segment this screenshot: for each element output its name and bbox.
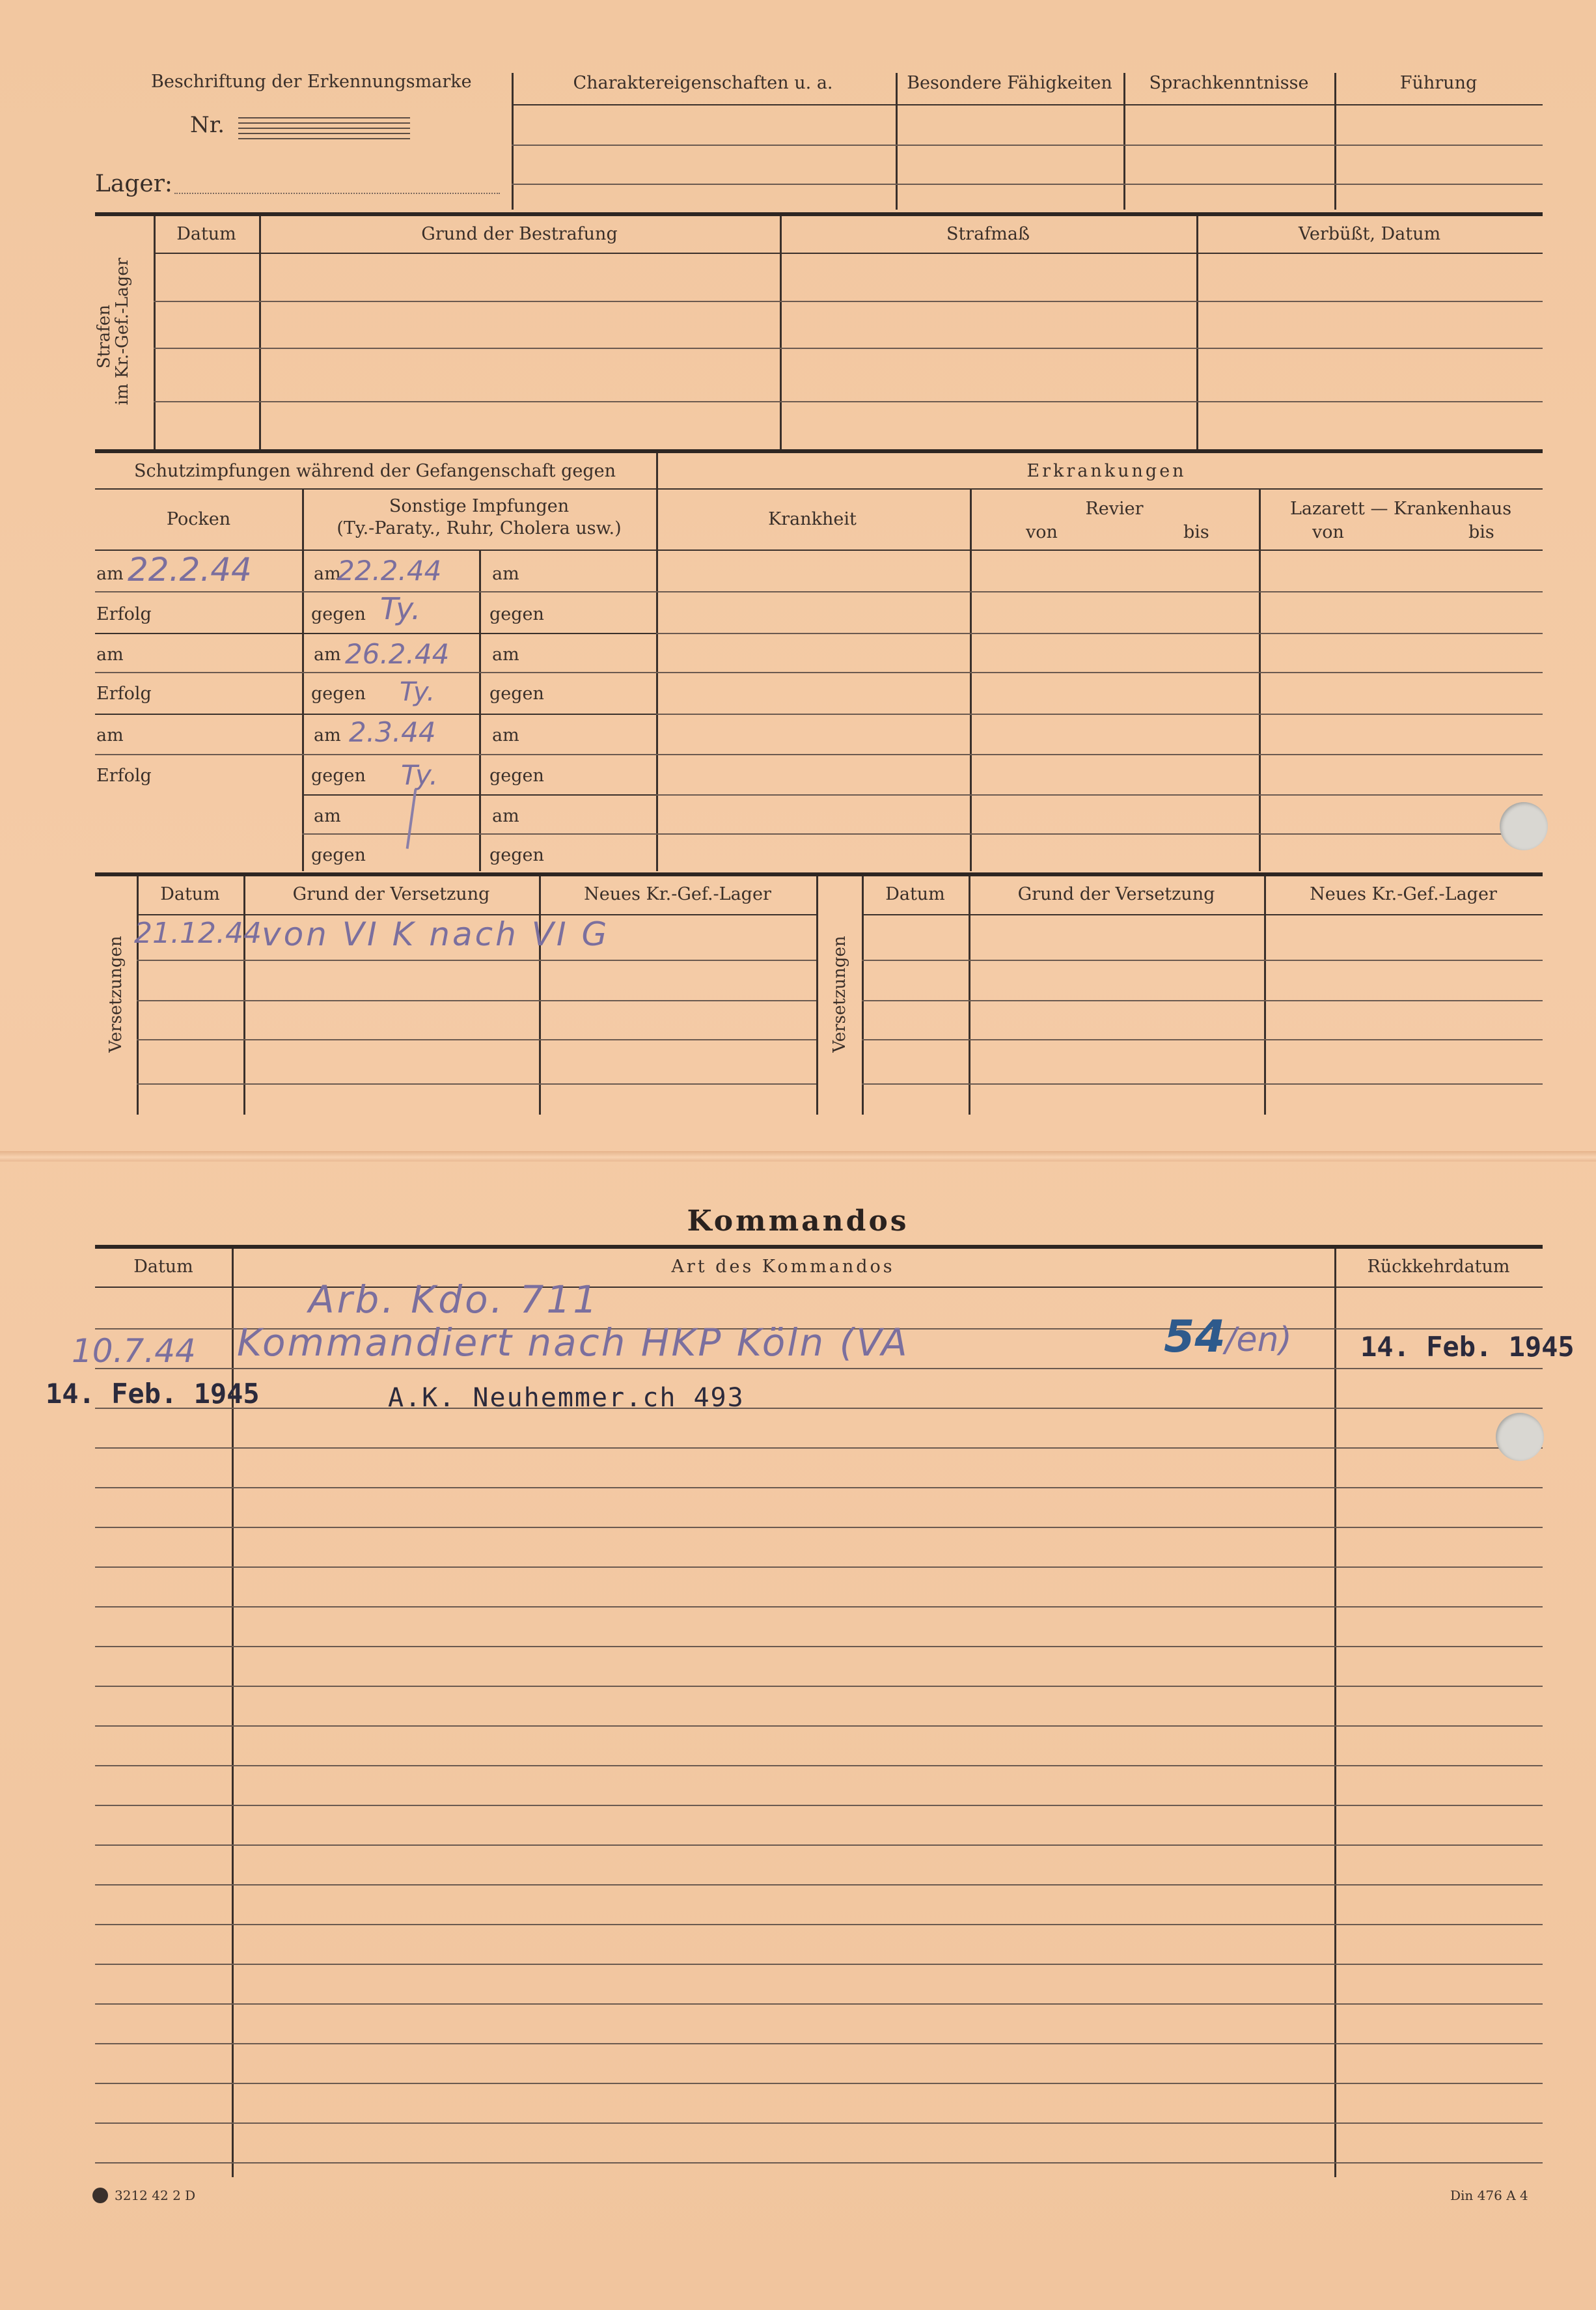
rule: [656, 633, 1543, 634]
din-format: Din 476 A 4: [1450, 2188, 1528, 2203]
divider: [137, 876, 139, 1115]
lager-field-line[interactable]: [174, 193, 500, 194]
pocken-am-1: am: [96, 564, 124, 584]
divider: [259, 216, 261, 449]
vers-col-datum-left: Datum: [160, 884, 220, 904]
erk-lazarett-bis: bis: [1468, 522, 1494, 542]
strafen-col-grund: Grund der Bestrafung: [421, 224, 618, 244]
erk-lazarett-von: von: [1312, 522, 1344, 542]
kommandos-row-line: [95, 1725, 1543, 1727]
hand-vers-date: 21.12.44: [134, 917, 262, 950]
hand-pocken-date: 22.2.44: [128, 551, 252, 589]
kommandos-row-line: [95, 1765, 1543, 1766]
rule: [95, 633, 656, 634]
rule: [302, 833, 1543, 835]
divider: [970, 490, 972, 871]
divider: [243, 876, 245, 1115]
hand-komm-text: Kommandiert nach HKP Köln (VA: [237, 1320, 909, 1365]
sonst-am-1: am: [314, 564, 341, 584]
erk-col-revier: Revier: [1085, 499, 1144, 519]
erk-col-krankheit: Krankheit: [768, 509, 857, 529]
divider: [539, 876, 541, 1115]
sonst-gegen-1: gegen: [311, 604, 366, 624]
erk-col-lazarett: Lazarett — Krankenhaus: [1289, 499, 1512, 519]
faehigkeiten-header: Besondere Fähigkeiten: [907, 73, 1112, 93]
divider: [479, 550, 481, 871]
kommandos-row-line: [95, 1686, 1543, 1687]
divider: [1123, 73, 1125, 210]
rule: [95, 672, 1543, 673]
kommandos-row-line: [95, 1447, 1543, 1449]
kommandos-row-line: [95, 2083, 1543, 2084]
hand-sonst-date-3: 2.3.44: [349, 716, 436, 748]
sonst2-gegen-4: gegen: [489, 845, 544, 865]
komm-col-rueckkehr: Rückkehrdatum: [1367, 1257, 1510, 1277]
rule: [656, 714, 1543, 715]
nr-field-lines: [238, 117, 410, 139]
kommandos-row-line: [95, 2003, 1543, 2005]
rule: [656, 794, 1543, 796]
pocken-erfolg-2: Erfolg: [96, 684, 152, 704]
kommandos-title: Kommandos: [687, 1204, 909, 1238]
rule: [512, 104, 1543, 105]
sprachen-header: Sprachkenntnisse: [1149, 73, 1309, 93]
hand-sonst-gegen-2: Ty.: [400, 677, 435, 707]
kommandos-row-line: [95, 1527, 1543, 1528]
sonst2-gegen-2: gegen: [489, 684, 544, 704]
kommandos-row-line: [95, 2043, 1543, 2044]
divider: [1259, 490, 1261, 871]
stamp-return-date: 14. Feb. 1945: [1360, 1331, 1575, 1363]
rule: [862, 960, 1543, 961]
sonst2-am-3: am: [492, 725, 519, 745]
divider: [1196, 216, 1198, 449]
lager-label: Lager:: [95, 171, 173, 197]
rule: [95, 714, 656, 715]
stamp-date: 14. Feb. 1945: [46, 1378, 260, 1410]
divider: [512, 73, 514, 210]
hand-sonst-gegen-3: Ty.: [401, 759, 438, 791]
divider: [1334, 73, 1336, 210]
pocken-am-3: am: [96, 725, 124, 745]
kommandos-row-line: [95, 1884, 1543, 1886]
page-fold: [0, 1151, 1596, 1162]
rule: [137, 960, 816, 961]
divider: [1264, 876, 1266, 1115]
vers-col-grund-right: Grund der Versetzung: [1017, 884, 1215, 904]
divider: [969, 876, 970, 1115]
charakter-header: Charaktereigenschaften u. a.: [573, 73, 833, 93]
impf-col-sonstige-1: Sonstige Impfungen: [389, 496, 570, 516]
pocken-am-2: am: [96, 645, 124, 665]
divider: [656, 453, 658, 871]
kommandos-row-line: [95, 1487, 1543, 1488]
kommandos-row-line: [95, 1964, 1543, 1965]
sonst2-gegen-3: gegen: [489, 766, 544, 786]
sonst-gegen-4: gegen: [311, 845, 366, 865]
marke-label: Beschriftung der Erkennungsmarke: [151, 72, 472, 92]
kommandos-row-line: [95, 1646, 1543, 1647]
sonst-am-2: am: [314, 645, 341, 665]
rule: [512, 145, 1543, 146]
pocken-erfolg-3: Erfolg: [96, 766, 152, 786]
rule: [154, 348, 1543, 349]
sonst-am-3: am: [314, 725, 341, 745]
divider: [302, 490, 304, 871]
rule: [862, 1083, 1543, 1085]
strafen-side-label-1: Strafen: [94, 305, 114, 369]
sonst2-am-2: am: [492, 645, 519, 665]
sonst-am-4: am: [314, 806, 341, 826]
hand-sonst-date-2: 26.2.44: [345, 638, 450, 670]
rule: [95, 550, 1543, 551]
rule: [512, 184, 1543, 185]
hand-komm-date: 10.7.44: [72, 1332, 196, 1370]
punch-hole: [1496, 1413, 1544, 1461]
hand-sonst-gegen-1: Ty.: [380, 591, 421, 626]
rule: [862, 1039, 1543, 1040]
fuehrung-header: Führung: [1399, 73, 1478, 93]
hand-komm-num: 54: [1164, 1311, 1226, 1363]
strafen-col-strafmass: Strafmaß: [946, 224, 1030, 244]
rule: [95, 488, 1543, 490]
versetzungen-side-label-right: Versetzungen: [830, 936, 849, 1053]
kommandos-row-line: [95, 1844, 1543, 1846]
hand-komm-kdo: Arb. Kdo. 711: [309, 1277, 600, 1322]
kommandos-row-line: [95, 1924, 1543, 1925]
komm-col-art: Art des Kommandos: [671, 1257, 895, 1277]
section-rule: [95, 212, 1543, 216]
impf-col-sonstige-2: (Ty.-Paraty., Ruhr, Cholera usw.): [337, 518, 622, 538]
divider: [1334, 1249, 1336, 2177]
kommandos-row-line: [95, 1368, 1543, 1369]
hand-vers-text: von VI K nach VI G: [262, 915, 610, 953]
kommandos-row-line: [95, 2122, 1543, 2124]
kommandos-row-line: [95, 1606, 1543, 1607]
rule: [95, 754, 1543, 755]
sonst-gegen-2: gegen: [311, 684, 366, 704]
sonst-gegen-3: gegen: [311, 766, 366, 786]
rule: [137, 1039, 816, 1040]
rule: [302, 794, 656, 796]
strafen-col-datum: Datum: [176, 224, 236, 244]
sonst2-am-4: am: [492, 806, 519, 826]
rule: [95, 591, 1543, 592]
rule: [137, 1083, 816, 1085]
erkrankungen-header: Erkrankungen: [1026, 461, 1187, 481]
divider: [896, 73, 898, 210]
divider: [816, 876, 818, 1115]
vers-col-neues-left: Neues Kr.-Gef.-Lager: [584, 884, 771, 904]
rule: [154, 301, 1543, 302]
sonst2-gegen-1: gegen: [489, 604, 544, 624]
hand-sonst-date-1: 22.2.44: [337, 555, 442, 587]
komm-col-datum: Datum: [133, 1257, 193, 1277]
section-rule: [95, 449, 1543, 453]
section-rule: [95, 872, 1543, 876]
hand-komm-suffix: /en): [1225, 1320, 1292, 1359]
divider: [154, 216, 156, 449]
kommandos-row-line: [95, 1805, 1543, 1806]
pocken-erfolg-1: Erfolg: [96, 604, 152, 624]
vers-col-neues-right: Neues Kr.-Gef.-Lager: [1310, 884, 1497, 904]
nr-label: Nr.: [190, 112, 225, 138]
section-rule: [95, 1245, 1543, 1249]
kommandos-row-line: [95, 1408, 1543, 1409]
rule: [862, 1000, 1543, 1001]
strafen-col-verbuesst: Verbüßt, Datum: [1298, 224, 1441, 244]
divider: [862, 876, 864, 1115]
kommandos-row-line: [95, 1566, 1543, 1568]
form-number: 3212 42 2 D: [115, 2188, 196, 2203]
sonst2-am-1: am: [492, 564, 519, 584]
erk-revier-bis: bis: [1183, 522, 1209, 542]
punch-hole: [1500, 802, 1548, 850]
divider: [780, 216, 782, 449]
erk-revier-von: von: [1026, 522, 1058, 542]
vers-col-datum-right: Datum: [885, 884, 945, 904]
impfungen-header: Schutzimpfungen während der Gefangenschaft gegen: [134, 461, 616, 481]
vers-col-grund-left: Grund der Versetzung: [292, 884, 490, 904]
rule: [137, 1000, 816, 1001]
rule: [154, 401, 1543, 402]
impf-col-pocken: Pocken: [166, 509, 231, 529]
versetzungen-side-label-left: Versetzungen: [106, 936, 126, 1053]
publisher-mark-icon: [92, 2188, 108, 2203]
rule: [154, 253, 1543, 254]
stamp-ak: A.K. Neuhemmer.ch 493: [388, 1383, 745, 1413]
rule: [862, 914, 1543, 915]
kommandos-row-line: [95, 2162, 1543, 2164]
strafen-side-label-2: im Kr.-Gef.-Lager: [113, 257, 132, 406]
